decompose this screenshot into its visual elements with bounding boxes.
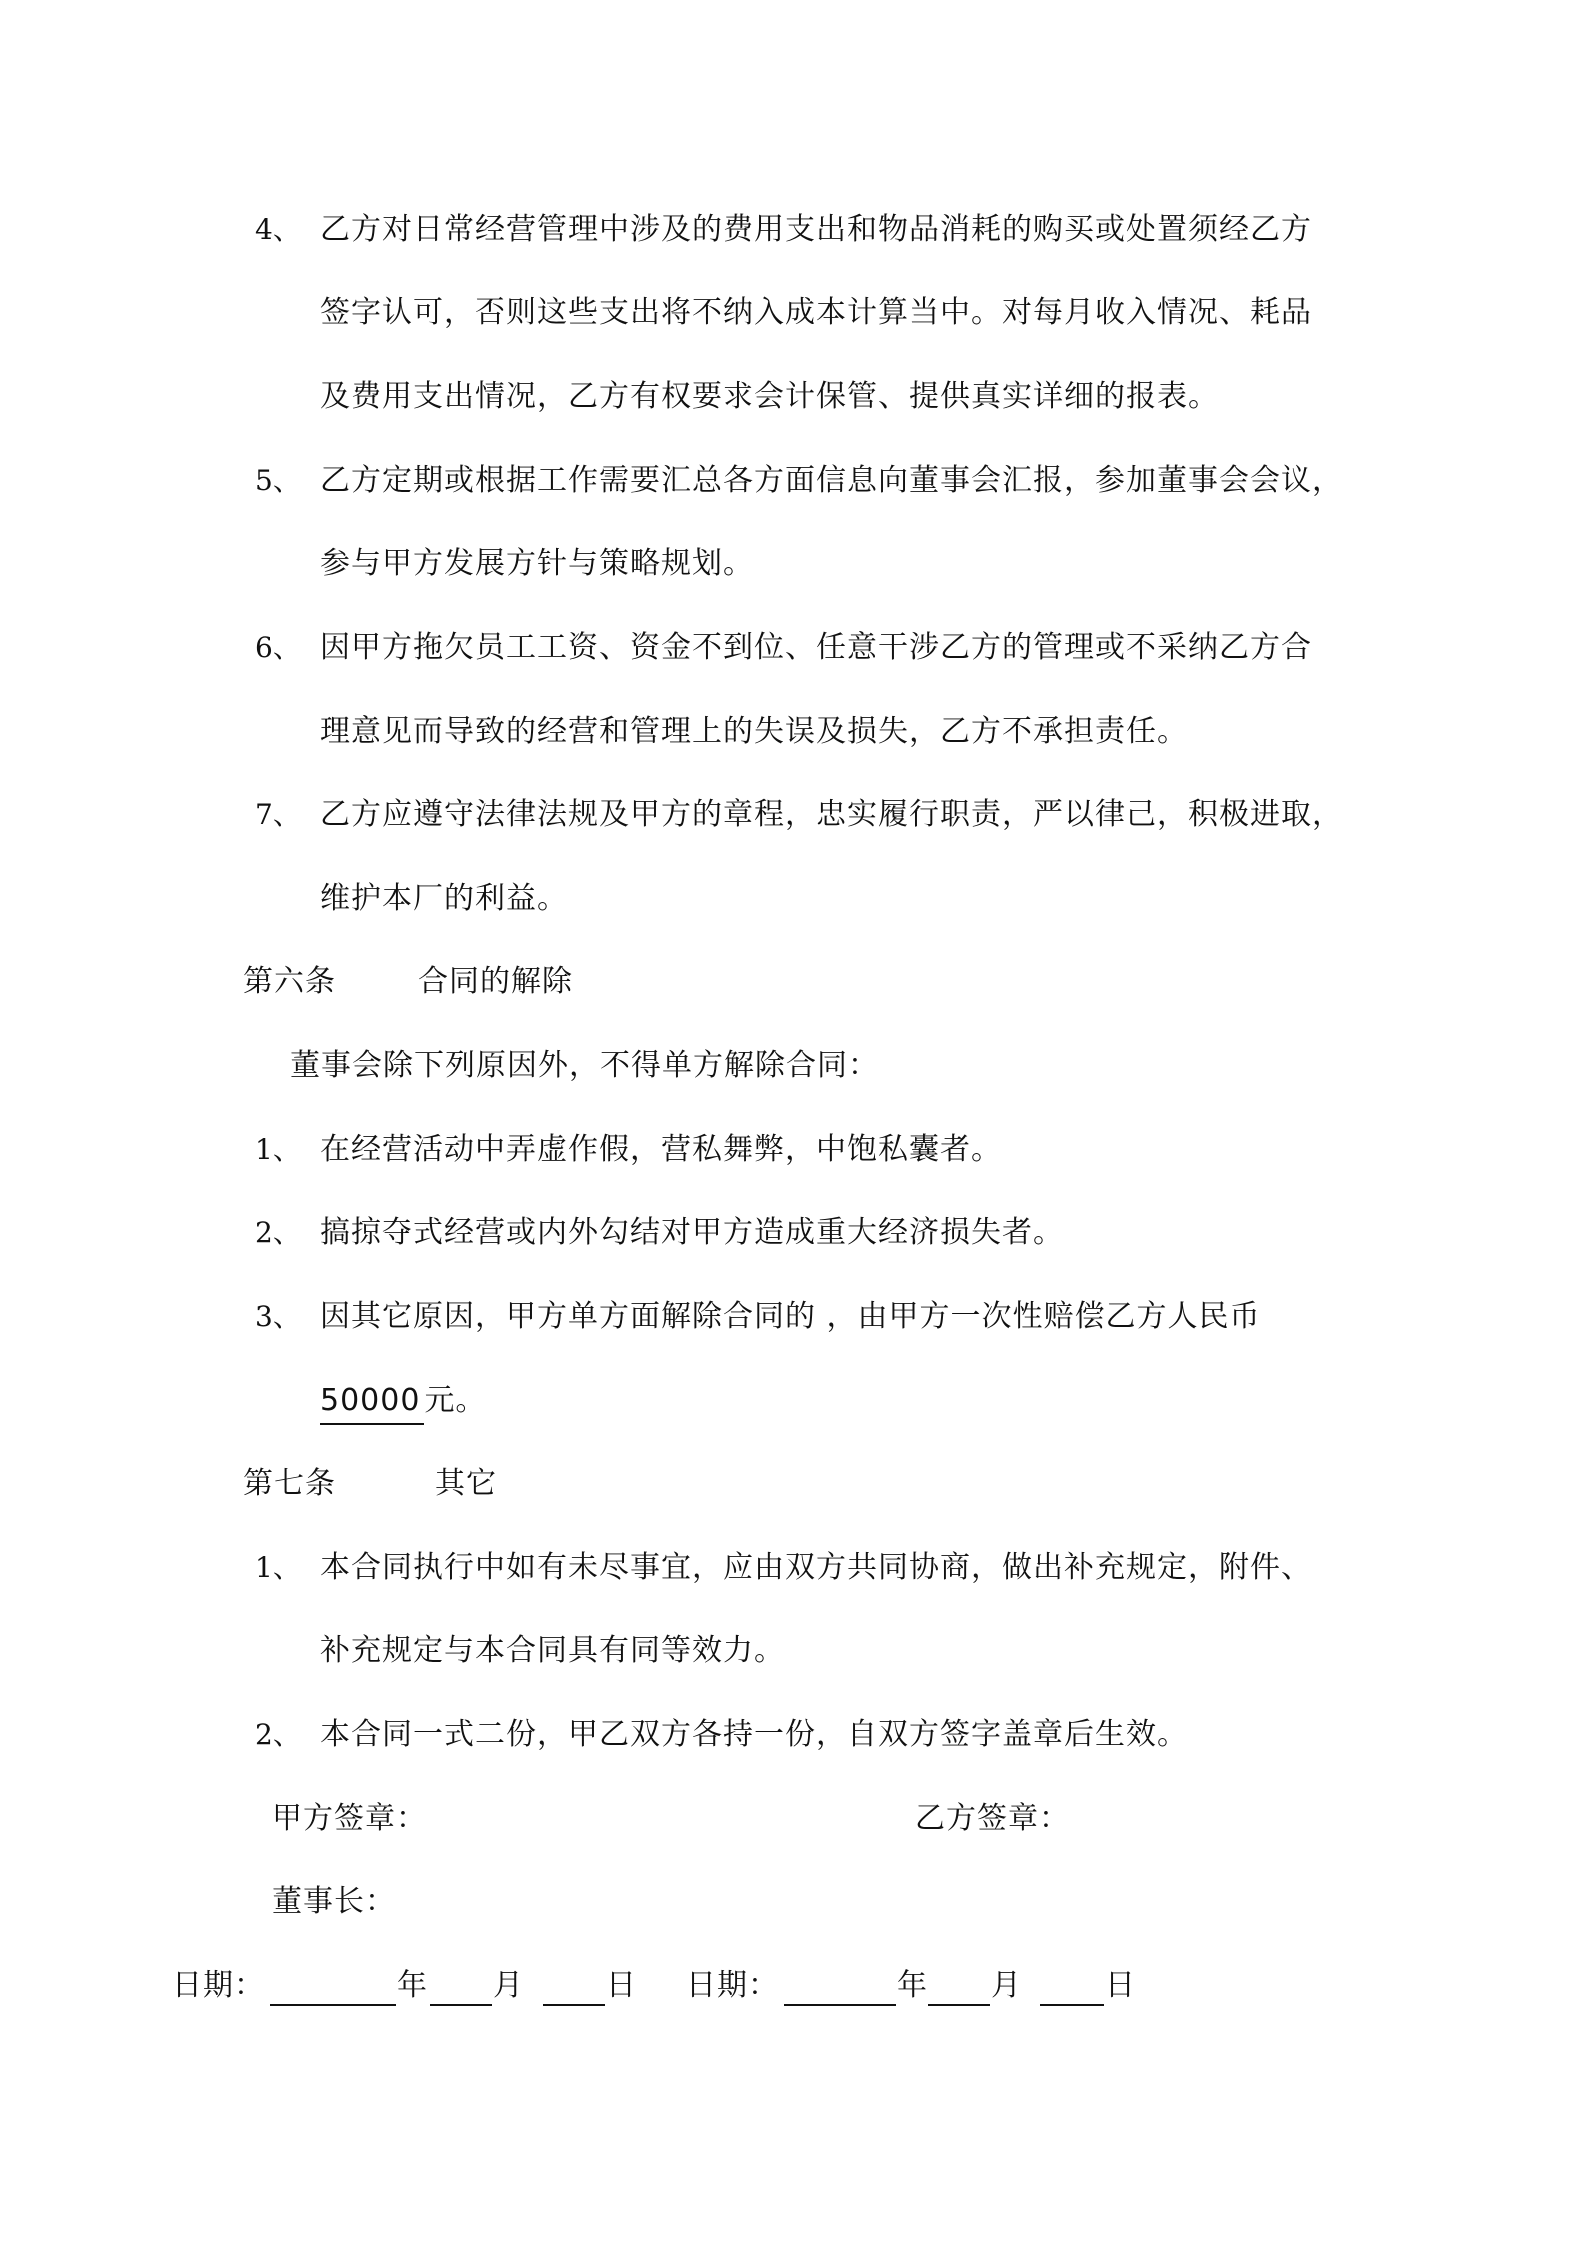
month-blank[interactable]: [430, 2004, 492, 2006]
clause-text: 乙方定期或根据工作需要汇总各方面信息向董事会汇报，参加董事会会议，: [320, 463, 1343, 498]
chairman-label: 董事长：: [272, 1884, 396, 1919]
article-title: 其它: [435, 1466, 497, 1501]
item-number: 7、: [255, 798, 301, 831]
year-label: 年: [897, 1968, 928, 2003]
month-label: 月: [991, 1968, 1022, 2003]
day-blank[interactable]: [1040, 2004, 1104, 2006]
item-number: 4、: [255, 213, 301, 246]
month-blank[interactable]: [928, 2004, 990, 2006]
article-label: 第六条: [243, 964, 336, 999]
party-a-signature-label: 甲方签章：: [272, 1801, 427, 1836]
day-blank[interactable]: [543, 2004, 605, 2006]
month-label: 月: [493, 1968, 524, 2003]
day-label: 日: [1105, 1968, 1136, 2003]
clause-text: 本合同一式二份，甲乙双方各持一份，自双方签字盖章后生效。: [320, 1717, 1188, 1752]
year-blank[interactable]: [784, 2004, 896, 2006]
compensation-amount: 50000: [320, 1381, 424, 1425]
item-number: 3、: [255, 1300, 301, 1333]
clause-text: 因甲方拖欠员工工资、资金不到位、任意干涉乙方的管理或不采纳乙方合: [320, 630, 1312, 665]
compensation-unit: 元。: [424, 1383, 487, 1418]
article-intro: 董事会除下列原因外，不得单方解除合同：: [290, 1048, 879, 1083]
item-number: 5、: [255, 464, 301, 497]
article-label: 第七条: [243, 1466, 336, 1501]
clause-text: 补充规定与本合同具有同等效力。: [320, 1633, 785, 1668]
clause-text: 参与甲方发展方针与策略规划。: [320, 546, 754, 581]
party-b-signature-label: 乙方签章：: [915, 1801, 1070, 1836]
item-number: 1、: [255, 1133, 301, 1166]
clause-text: 在经营活动中弄虚作假，营私舞弊，中饱私囊者。: [320, 1132, 1002, 1167]
clause-text: 因其它原因，甲方单方面解除合同的 ，由甲方一次性赔偿乙方人民币: [320, 1299, 1261, 1334]
year-label: 年: [397, 1968, 428, 2003]
year-blank[interactable]: [270, 2004, 396, 2006]
clause-text: 乙方对日常经营管理中涉及的费用支出和物品消耗的购买或处置须经乙方: [320, 212, 1312, 247]
item-number: 1、: [255, 1551, 301, 1584]
item-number: 2、: [255, 1718, 301, 1751]
day-label: 日: [606, 1968, 637, 2003]
clause-text: 维护本厂的利益。: [320, 881, 568, 916]
date-label: 日期：: [686, 1968, 779, 2003]
clause-text: 签字认可，否则这些支出将不纳入成本计算当中。对每月收入情况、耗品: [320, 295, 1312, 330]
date-label: 日期：: [172, 1968, 265, 2003]
item-number: 6、: [255, 631, 301, 664]
item-number: 2、: [255, 1216, 301, 1249]
clause-text: 乙方应遵守法律法规及甲方的章程，忠实履行职责，严以律己，积极进取，: [320, 797, 1343, 832]
clause-text: 搞掠夺式经营或内外勾结对甲方造成重大经济损失者。: [320, 1215, 1064, 1250]
clause-text: 本合同执行中如有未尽事宜，应由双方共同协商，做出补充规定，附件、: [320, 1550, 1312, 1585]
clause-text: 理意见而导致的经营和管理上的失误及损失，乙方不承担责任。: [320, 714, 1188, 749]
clause-text: 及费用支出情况，乙方有权要求会计保管、提供真实详细的报表。: [320, 379, 1219, 414]
compensation-line: [320, 1381, 486, 1425]
article-title: 合同的解除: [418, 964, 573, 999]
